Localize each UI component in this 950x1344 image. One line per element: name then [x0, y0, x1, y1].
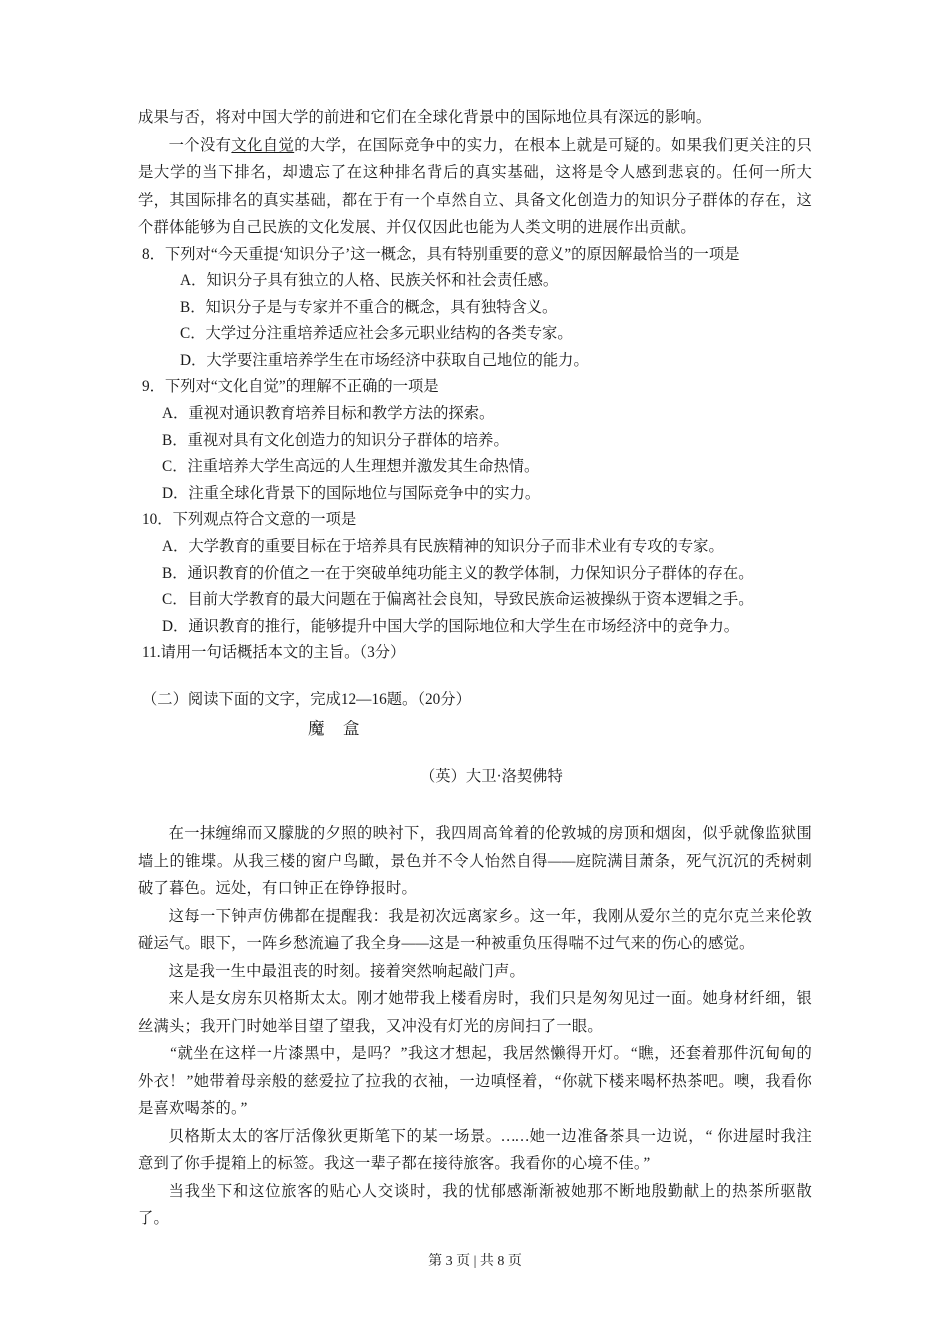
question-10-option-b[interactable]: B．通识教育的价值之一在于突破单纯功能主义的教学体制，力保知识分子群体的存在。 — [162, 564, 754, 582]
question-10-option-a[interactable]: A．大学教育的重要目标在于培养具有民族精神的知识分子而非术业有专攻的专家。 — [162, 538, 724, 556]
passage-two-section-heading: （二）阅读下面的文字，完成12—16题。（20分） — [142, 691, 471, 708]
question-8-text: 下列对“今天重提‘知识分子’这一概念，具有特别重要的意义”的原因解最恰当的一项是 — [164, 245, 740, 263]
question-11-stem — [138, 640, 812, 667]
question-10-stem — [138, 507, 812, 534]
story-paragraph-5: “就坐在这样一片漆黑中，是吗？”我这才想起，我居然懒得开灯。“瞧，还套着那件沉甸甸的外衣！”她带着母亲般的慈爱拉了拉我的衣袖，一边嗔怪着，“你就下楼来喝杯热茶吧。噢，我看你是喜欢喝茶的。” — [138, 1045, 812, 1118]
question-8-option-a[interactable]: A．知识分子具有独立的人格、民族关怀和社会责任感。 — [180, 272, 559, 290]
question-8-option-d[interactable]: D．大学要注重培养学生在市场经济中获取自己地位的能力。 — [180, 351, 589, 369]
spacer-before-story-body — [138, 790, 812, 820]
question-10-option-d[interactable]: D．通识教育的推行，能够提升中国大学的国际地位和大学生在市场经济中的竞争力。 — [162, 617, 740, 635]
question-9-option-c[interactable]: C．注重培养大学生高远的人生理想并激发其生命热情。 — [162, 458, 540, 476]
passage-one-tail-paragraph: 成果与否，将对中国大学的前进和它们在全球化背景中的国际地位具有深远的影响。 — [138, 109, 712, 126]
story-paragraph-3: 这是我一生中最沮丧的时刻。接着突然响起敲门声。 — [168, 962, 526, 980]
story-paragraph-4: 来人是女房东贝格斯太太。刚才她带我上楼看房时，我们只是匆匆见过一面。她身材纤细，银丝满头；我开门时她举目望了望我，又冲没有灯光的房间扫了一眼。 — [138, 990, 812, 1035]
cultural-consciousness-underlined-term: 文化自觉 — [231, 136, 295, 154]
paragraph-2-text-after: 的大学，在国际竞争中的实力，在根本上就是可疑的。如果我们更关注的只是大学的当下排名，却遗忘了在这种排名背后的真实基础，这将是令人感到悲哀的。任何一所大学，其国际排名的真实基础，都在于有一个卓然自立、具备文化创造力的知识分子群体的存在，这个群体能够为自己民族的文化发展、并仅仅因此也能为人类文明的进展作出贡献。 — [138, 136, 812, 236]
passage-one-paragraph-2 — [138, 132, 812, 242]
question-8-stem — [138, 242, 812, 269]
spacer-before-section-two — [138, 667, 812, 687]
question-9-text: 下列对“文化自觉”的理解不正确的一项是 — [164, 378, 439, 396]
question-8-number: 8． — [142, 245, 165, 263]
question-11-number: 11. — [142, 644, 161, 662]
story-author: （英）大卫·洛契佛特 — [420, 767, 563, 785]
story-paragraph-6: 贝格斯太太的客厅活像狄更斯笔下的某一场景。……她一边准备茶具一边说，“ 你进屋时我注意到了你手提箱上的标签。我这一辈子都在接待旅客。我看你的心境不佳。” — [138, 1127, 812, 1173]
question-11-text: 请用一句话概括本文的主旨。（3分） — [160, 644, 406, 662]
story-title: 魔 盒 — [308, 718, 361, 738]
page-footer: 第 3 页 | 共 8 页 — [428, 1254, 522, 1269]
story-paragraph-2: 这每一下钟声仿佛都在提醒我：我是初次远离家乡。这一年，我刚从爱尔兰的克尔克兰来伦敦碰运气。眼下，一阵乡愁流遍了我全身——这是一种被重负压得喘不过气来的伤心的感觉。 — [138, 907, 812, 953]
spacer-before-author — [138, 744, 812, 764]
question-10-option-c[interactable]: C．目前大学教育的最大问题在于偏离社会良知，导致民族命运被操纵于资本逻辑之手。 — [162, 591, 754, 609]
question-10-text: 下列观点符合文意的一项是 — [172, 511, 357, 529]
question-8-option-b[interactable]: B．知识分子是与专家并不重合的概念，具有独特含义。 — [180, 298, 558, 316]
story-paragraph-1: 在一抹缠绵而又朦胧的夕照的映衬下，我四周高耸着的伦敦城的房顶和烟囱，似乎就像监狱围墙上的锥堞。从我三楼的窗户鸟瞰，景色并不令人怡然自得——庭院满目萧条，死气沉沉的秃树刺破了暮色。远处，有口钟正在铮铮报时。 — [138, 825, 812, 898]
question-9-number: 9． — [142, 378, 165, 396]
question-9-stem — [138, 374, 812, 401]
question-9-option-b[interactable]: B．重视对具有文化创造力的知识分子群体的培养。 — [162, 431, 509, 449]
paragraph-2-text-before: 一个没有 — [168, 136, 232, 154]
question-8-option-c[interactable]: C．大学过分注重培养适应社会多元职业结构的各类专家。 — [180, 325, 573, 343]
story-paragraph-7: 当我坐下和这位旅客的贴心人交谈时，我的忧郁感渐渐被她那不断地殷勤献上的热茶所驱散了。 — [138, 1182, 812, 1228]
question-9-option-a[interactable]: A．重视对通识教育培养目标和教学方法的探索。 — [162, 405, 495, 423]
question-10-number: 10． — [142, 511, 173, 529]
question-9-option-d[interactable]: D．注重全球化背景下的国际地位与国际竞争中的实力。 — [162, 484, 541, 502]
